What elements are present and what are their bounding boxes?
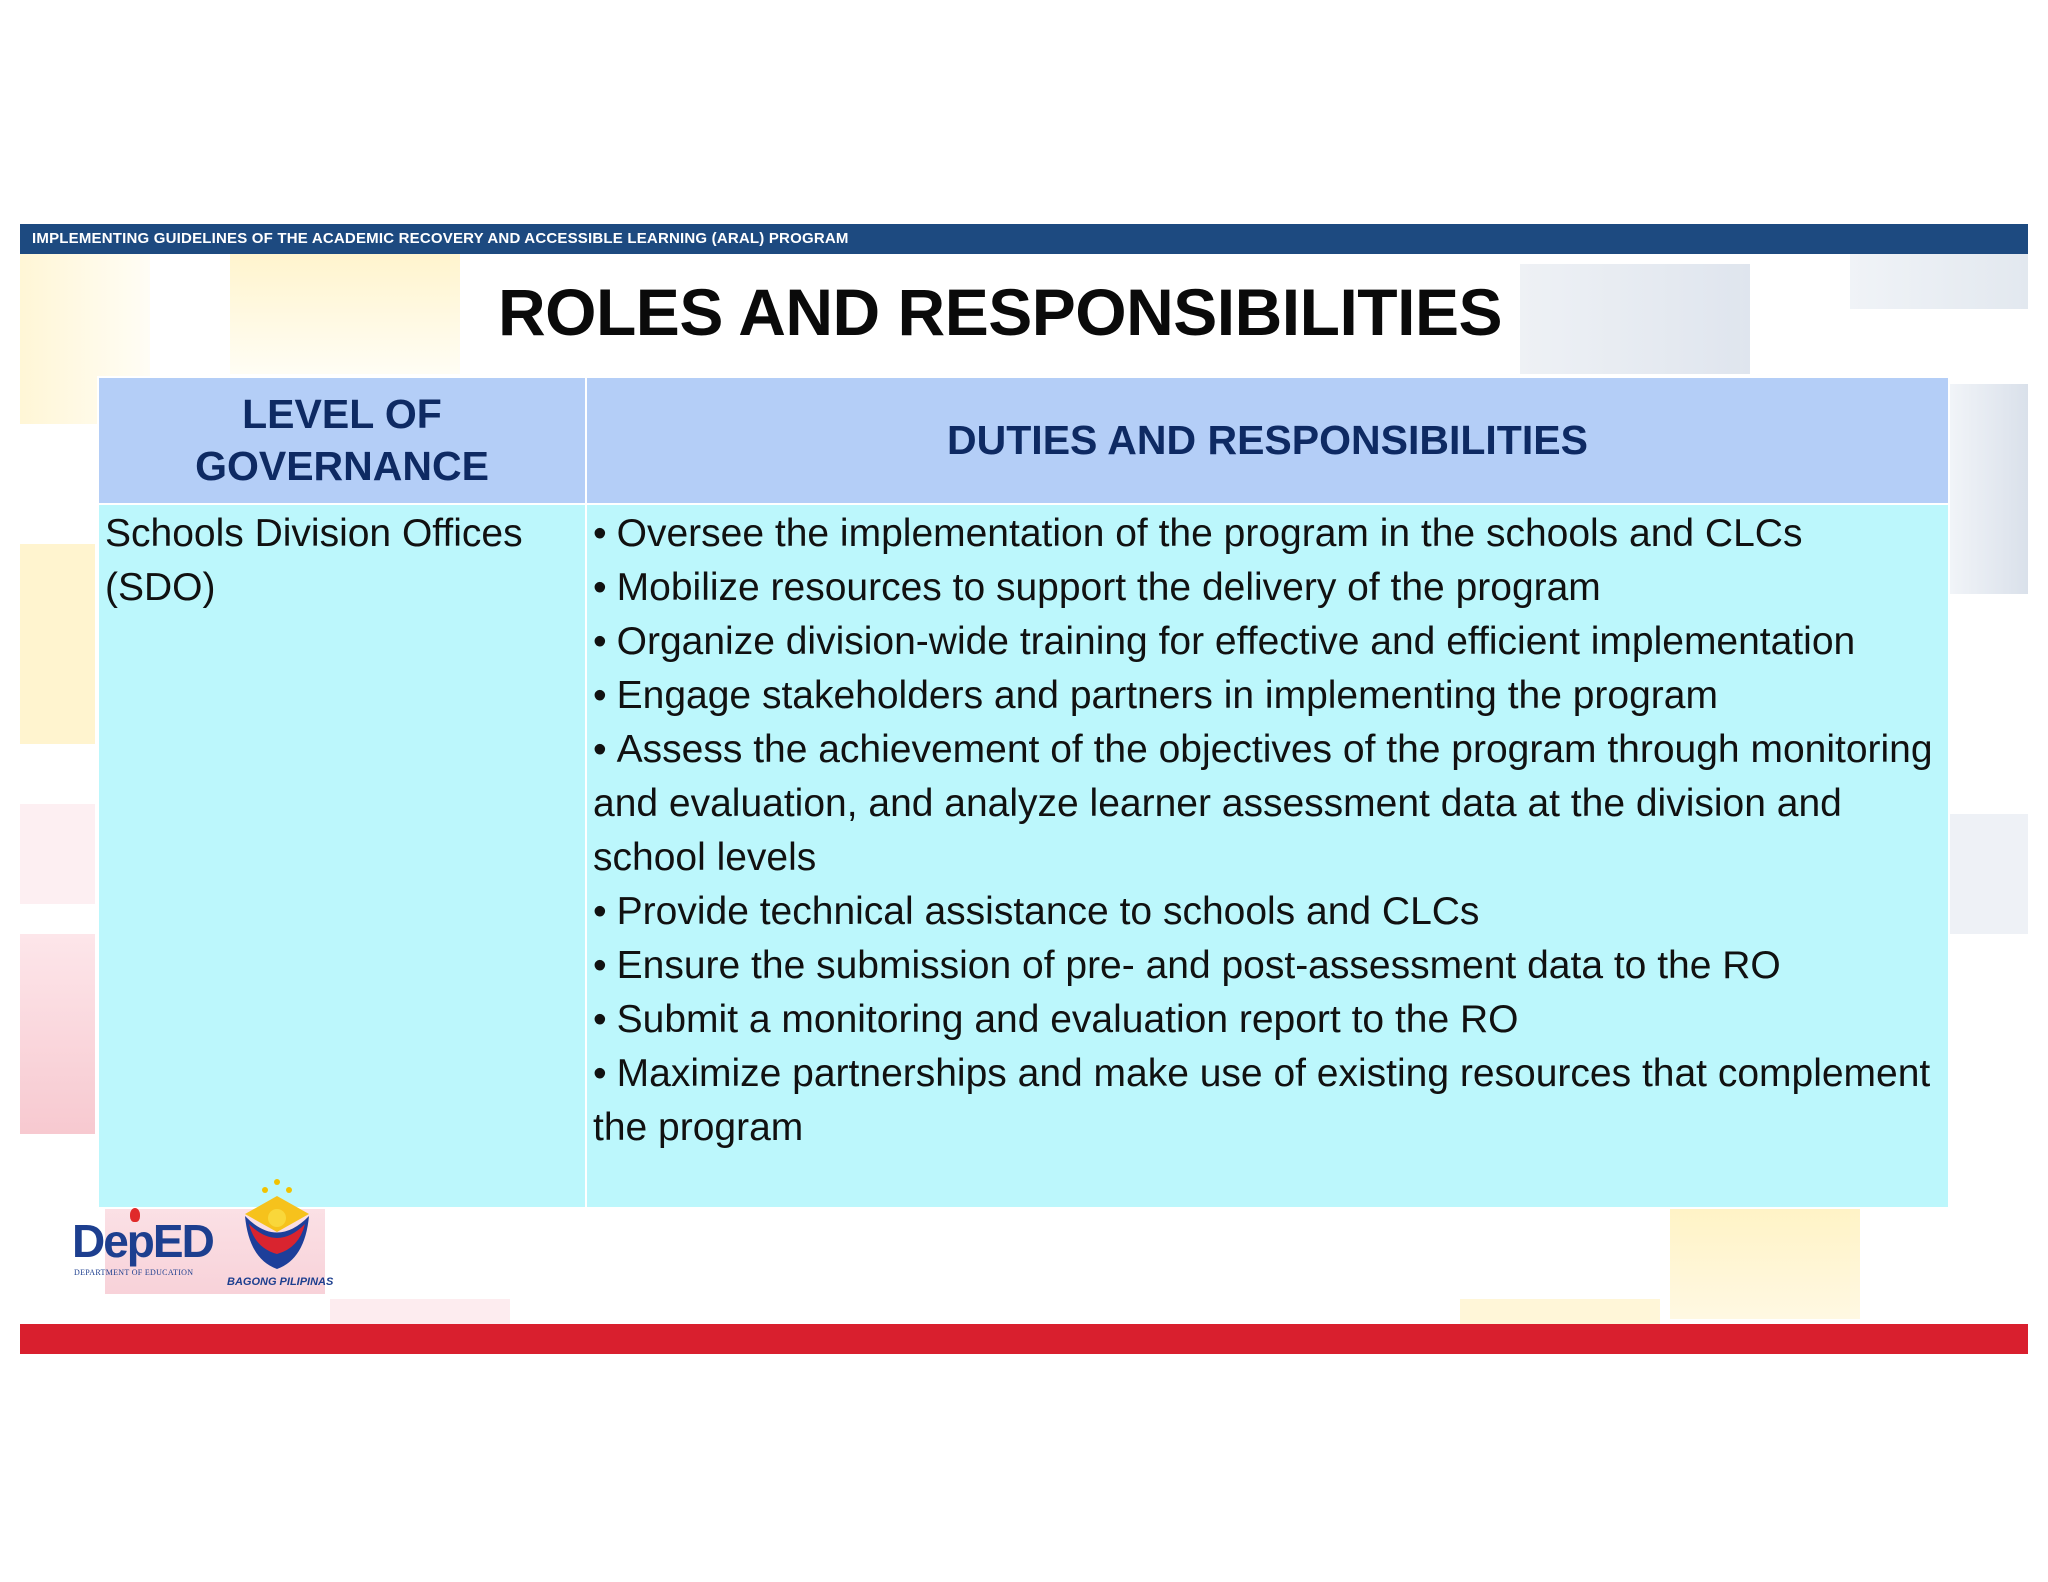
decorative-square bbox=[1950, 814, 2028, 934]
duty-text: Maximize partnerships and make use of existing resources that complement the program bbox=[593, 1052, 1931, 1149]
column-header-level: LEVEL OF GOVERNANCE bbox=[98, 377, 586, 504]
duty-text: Ensure the submission of pre- and post-assessment data to the RO bbox=[616, 944, 1781, 987]
duty-list bbox=[593, 507, 1942, 1155]
duty-text: Mobilize resources to support the delivery of the program bbox=[616, 566, 1601, 609]
decorative-square bbox=[1950, 384, 2028, 594]
decorative-square bbox=[20, 804, 95, 904]
footer-bar bbox=[20, 1324, 2028, 1354]
table-header-row bbox=[98, 377, 1949, 504]
decorative-square bbox=[1670, 1209, 1860, 1319]
duty-text: Assess the achievement of the objectives of the program through monitoring and evaluation, and analyze learner assessment data at the division and school levels bbox=[593, 728, 1933, 879]
table-row bbox=[98, 504, 1949, 1208]
decorative-square bbox=[20, 934, 95, 1134]
bullet: • bbox=[593, 890, 607, 933]
duty-item bbox=[593, 615, 1942, 669]
duty-item bbox=[593, 885, 1942, 939]
duty-item bbox=[593, 939, 1942, 993]
bagong-pilipinas-text: BAGONG PILIPINAS bbox=[227, 1276, 334, 1288]
bagong-pilipinas-logo bbox=[225, 1174, 365, 1289]
roles-table bbox=[97, 376, 1950, 1209]
deped-logo-text: DepED bbox=[72, 1215, 213, 1267]
deped-logo bbox=[72, 1214, 213, 1279]
bullet: • bbox=[593, 728, 607, 771]
duty-text: Submit a monitoring and evaluation report to the RO bbox=[616, 998, 1519, 1041]
bullet: • bbox=[593, 674, 607, 717]
duties-cell bbox=[586, 504, 1949, 1208]
bullet: • bbox=[593, 998, 607, 1041]
duty-item bbox=[593, 723, 1942, 885]
duty-item bbox=[593, 1047, 1942, 1155]
duty-text: Engage stakeholders and partners in implementing the program bbox=[616, 674, 1718, 717]
bullet: • bbox=[593, 944, 607, 987]
bullet: • bbox=[593, 1052, 607, 1095]
deped-logo-subtext: DEPARTMENT OF EDUCATION bbox=[74, 1268, 194, 1277]
slide bbox=[20, 224, 2028, 1354]
bagong-pilipinas-emblem-icon bbox=[225, 1174, 365, 1274]
decorative-square bbox=[20, 544, 95, 744]
bullet: • bbox=[593, 566, 607, 609]
level-cell: Schools Division Offices (SDO) bbox=[98, 504, 586, 1208]
bullet: • bbox=[593, 620, 607, 663]
duty-item bbox=[593, 507, 1942, 561]
duty-item bbox=[593, 993, 1942, 1047]
bullet: • bbox=[593, 512, 607, 555]
duty-text: Provide technical assistance to schools and CLCs bbox=[616, 890, 1480, 933]
program-header-bar: IMPLEMENTING GUIDELINES OF THE ACADEMIC RECOVERY AND ACCESSIBLE LEARNING (ARAL) PROGRAM bbox=[20, 224, 2028, 254]
duty-item bbox=[593, 669, 1942, 723]
column-header-duties: DUTIES AND RESPONSIBILITIES bbox=[586, 377, 1949, 504]
duty-text: Oversee the implementation of the program in the schools and CLCs bbox=[616, 512, 1803, 555]
duty-text: Organize division-wide training for effective and efficient implementation bbox=[616, 620, 1856, 663]
page-title: ROLES AND RESPONSIBILITIES bbox=[497, 275, 1502, 349]
duty-item bbox=[593, 561, 1942, 615]
